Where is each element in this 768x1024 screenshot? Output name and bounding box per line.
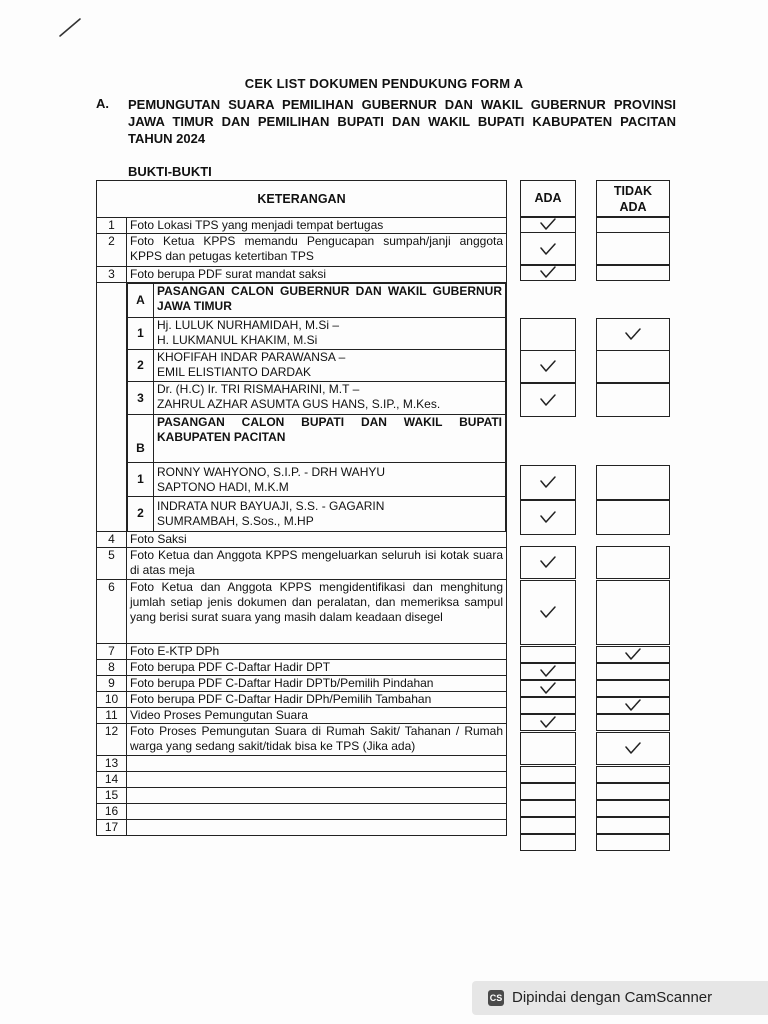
row-number: 14 xyxy=(97,771,127,787)
candidate-line: ZAHRUL AZHAR ASUMTA GUS HANS, S.IP., M.Kes. xyxy=(157,397,441,411)
row-text: Foto berupa PDF C-Daftar Hadir DPT xyxy=(127,659,507,675)
tidak-ada-checkbox xyxy=(596,546,670,579)
header-tidak-ada-line2: ADA xyxy=(619,200,647,214)
tidak-ada-checkbox xyxy=(596,766,670,783)
row-number: 7 xyxy=(97,643,127,659)
camscanner-label: Dipindai dengan CamScanner xyxy=(512,989,713,1006)
candidate-line: SAPTONO HADI, M.K.M xyxy=(157,479,289,494)
ada-checkbox xyxy=(520,180,576,218)
document-title: CEK LIST DOKUMEN PENDUKUNG FORM A xyxy=(244,76,524,91)
group-b-label: B xyxy=(128,415,154,463)
ada-checkbox xyxy=(520,732,576,765)
row-number: 10 xyxy=(97,691,127,707)
section-heading: PEMUNGUTAN SUARA PEMILIHAN GUBERNUR DAN WAKIL GUBERNUR PROVINSI JAWA TIMUR DAN PEMILIHAN BUPATI DAN WAKIL BUPATI KABUPATEN PACITAN TAHUN 2024 xyxy=(128,97,676,146)
candidate-number: 1 xyxy=(128,318,154,350)
tidak-ada-checkbox xyxy=(596,216,670,233)
tidak-ada-checkbox xyxy=(596,714,670,731)
row-number: 17 xyxy=(97,819,127,835)
row-text: Foto Lokasi TPS yang menjadi tempat bertugas xyxy=(127,218,507,234)
ada-checkbox xyxy=(520,766,576,783)
tidak-ada-checkbox xyxy=(596,264,670,281)
tidak-ada-checkbox xyxy=(596,580,670,645)
ada-checkbox xyxy=(520,318,576,351)
checkmark-icon xyxy=(539,510,557,524)
candidate-line: RONNY WAHYONO, S.I.P. - DRH WAHYU xyxy=(157,464,386,479)
row-number: 6 xyxy=(97,579,127,643)
checkmark-icon xyxy=(624,698,642,712)
tidak-ada-checkbox xyxy=(596,465,670,500)
tidak-ada-checkbox xyxy=(596,350,670,383)
row-number: 15 xyxy=(97,787,127,803)
row-text: Foto berupa PDF surat mandat saksi xyxy=(127,267,507,283)
row-text: Foto Proses Pemungutan Suara di Rumah Sakit/ Tahanan / Rumah warga yang sedang sakit/tidak bisa ke TPS (Jika ada) xyxy=(127,723,507,755)
row-number: 13 xyxy=(97,755,127,771)
row-number: 1 xyxy=(97,218,127,234)
row-number: 3 xyxy=(97,267,127,283)
candidate-names xyxy=(154,463,506,497)
tidak-ada-checkbox xyxy=(596,383,670,417)
row-number: 9 xyxy=(97,675,127,691)
row-text xyxy=(127,771,507,787)
checkmark-icon xyxy=(539,664,557,678)
tidak-ada-checkbox xyxy=(596,680,670,697)
tidak-ada-checkbox xyxy=(596,800,670,817)
row-text xyxy=(127,755,507,771)
row-number: 16 xyxy=(97,803,127,819)
tidak-ada-checkbox xyxy=(596,180,670,218)
candidate-line: Dr. (H.C) Ir. TRI RISMAHARINI, M.T – xyxy=(157,382,360,396)
checkmark-icon xyxy=(539,715,557,729)
candidate-number: 2 xyxy=(128,497,154,531)
row-number: 11 xyxy=(97,707,127,723)
candidate-names xyxy=(154,318,506,350)
camscanner-watermark xyxy=(472,981,768,1015)
candidate-line: Hj. LULUK NURHAMIDAH, M.Si – xyxy=(157,318,340,332)
row-number: 4 xyxy=(97,531,127,547)
checkmark-icon xyxy=(539,393,557,407)
ada-checkbox xyxy=(520,834,576,851)
subheading-bukti: BUKTI-BUKTI xyxy=(128,164,212,179)
row-text: Foto Ketua dan Anggota KPPS mengeluarkan seluruh isi kotak suara di atas meja xyxy=(127,547,507,579)
candidate-number: 3 xyxy=(128,382,154,415)
row-number: 8 xyxy=(97,659,127,675)
candidate-line: H. LUKMANUL KHAKIM, M.Si xyxy=(157,333,318,347)
row-text xyxy=(127,803,507,819)
ada-checkbox xyxy=(520,817,576,834)
header-keterangan: KETERANGAN xyxy=(97,181,507,218)
tidak-ada-checkbox xyxy=(596,500,670,535)
pen-stroke-mark xyxy=(58,16,82,38)
candidate-names xyxy=(154,350,506,382)
row-text: Video Proses Pemungutan Suara xyxy=(127,707,507,723)
candidate-line: INDRATA NUR BAYUAJI, S.S. - GAGARIN xyxy=(157,498,385,513)
row-number: 2 xyxy=(97,234,127,267)
ada-checkbox xyxy=(520,697,576,714)
checkmark-icon xyxy=(539,681,557,695)
checklist-table xyxy=(96,180,507,836)
checkmark-icon xyxy=(624,741,642,755)
checkmark-icon xyxy=(539,217,557,231)
candidate-line: EMIL ELISTIANTO DARDAK xyxy=(157,365,312,379)
header-tidak-ada-line1: TIDAK xyxy=(613,184,653,198)
row-text: Foto berupa PDF C-Daftar Hadir DPh/Pemilih Tambahan xyxy=(127,691,507,707)
group-a-label: A xyxy=(128,284,154,318)
checkmark-icon xyxy=(539,242,557,256)
group-a-heading: PASANGAN CALON GUBERNUR DAN WAKIL GUBERNUR JAWA TIMUR xyxy=(154,284,506,318)
group-spacer xyxy=(97,283,127,532)
checkmark-icon xyxy=(624,327,642,341)
row-text: Foto E-KTP DPh xyxy=(127,643,507,659)
tidak-ada-checkbox xyxy=(596,232,670,266)
row-text xyxy=(127,787,507,803)
row-number: 5 xyxy=(97,547,127,579)
tidak-ada-checkbox xyxy=(596,783,670,800)
checkmark-icon xyxy=(539,265,557,279)
candidate-groups xyxy=(127,283,507,532)
row-number: 12 xyxy=(97,723,127,755)
checkmark-icon xyxy=(539,555,557,569)
tidak-ada-checkbox xyxy=(596,663,670,680)
candidate-number: 1 xyxy=(128,463,154,497)
tidak-ada-checkbox xyxy=(596,817,670,834)
checkmark-icon xyxy=(539,359,557,373)
section-letter: A. xyxy=(96,96,109,111)
candidate-line: KHOFIFAH INDAR PARAWANSA – xyxy=(157,350,346,364)
checkmark-icon xyxy=(624,647,642,661)
row-text: Foto Saksi xyxy=(127,531,507,547)
camscanner-icon: CS xyxy=(488,990,504,1006)
candidate-table xyxy=(127,283,506,531)
tidak-ada-checkbox xyxy=(596,834,670,851)
ada-checkbox xyxy=(520,783,576,800)
row-text: Foto Ketua dan Anggota KPPS mengidentifikasi dan menghitung jumlah setiap jenis dokumen dan peralatan, dan memeriksa sampul yang berisi surat suara yang masih dalam keadaan disegel xyxy=(127,579,507,643)
row-text: Foto Ketua KPPS memandu Pengucapan sumpah/janji anggota KPPS dan petugas ketertiban TPS xyxy=(127,234,507,267)
checkmark-icon xyxy=(539,475,557,489)
checkmark-icon xyxy=(539,605,557,619)
candidate-line: SUMRAMBAH, S.Sos., M.HP xyxy=(157,513,314,528)
header-ada: ADA xyxy=(534,191,562,205)
group-b-heading: PASANGAN CALON BUPATI DAN WAKIL BUPATI KABUPATEN PACITAN xyxy=(154,415,506,463)
candidate-names xyxy=(154,497,506,531)
ada-checkbox xyxy=(520,800,576,817)
candidate-number: 2 xyxy=(128,350,154,382)
ada-checkbox xyxy=(520,646,576,663)
row-text: Foto berupa PDF C-Daftar Hadir DPTb/Pemilih Pindahan xyxy=(127,675,507,691)
row-text xyxy=(127,819,507,835)
candidate-names xyxy=(154,382,506,415)
